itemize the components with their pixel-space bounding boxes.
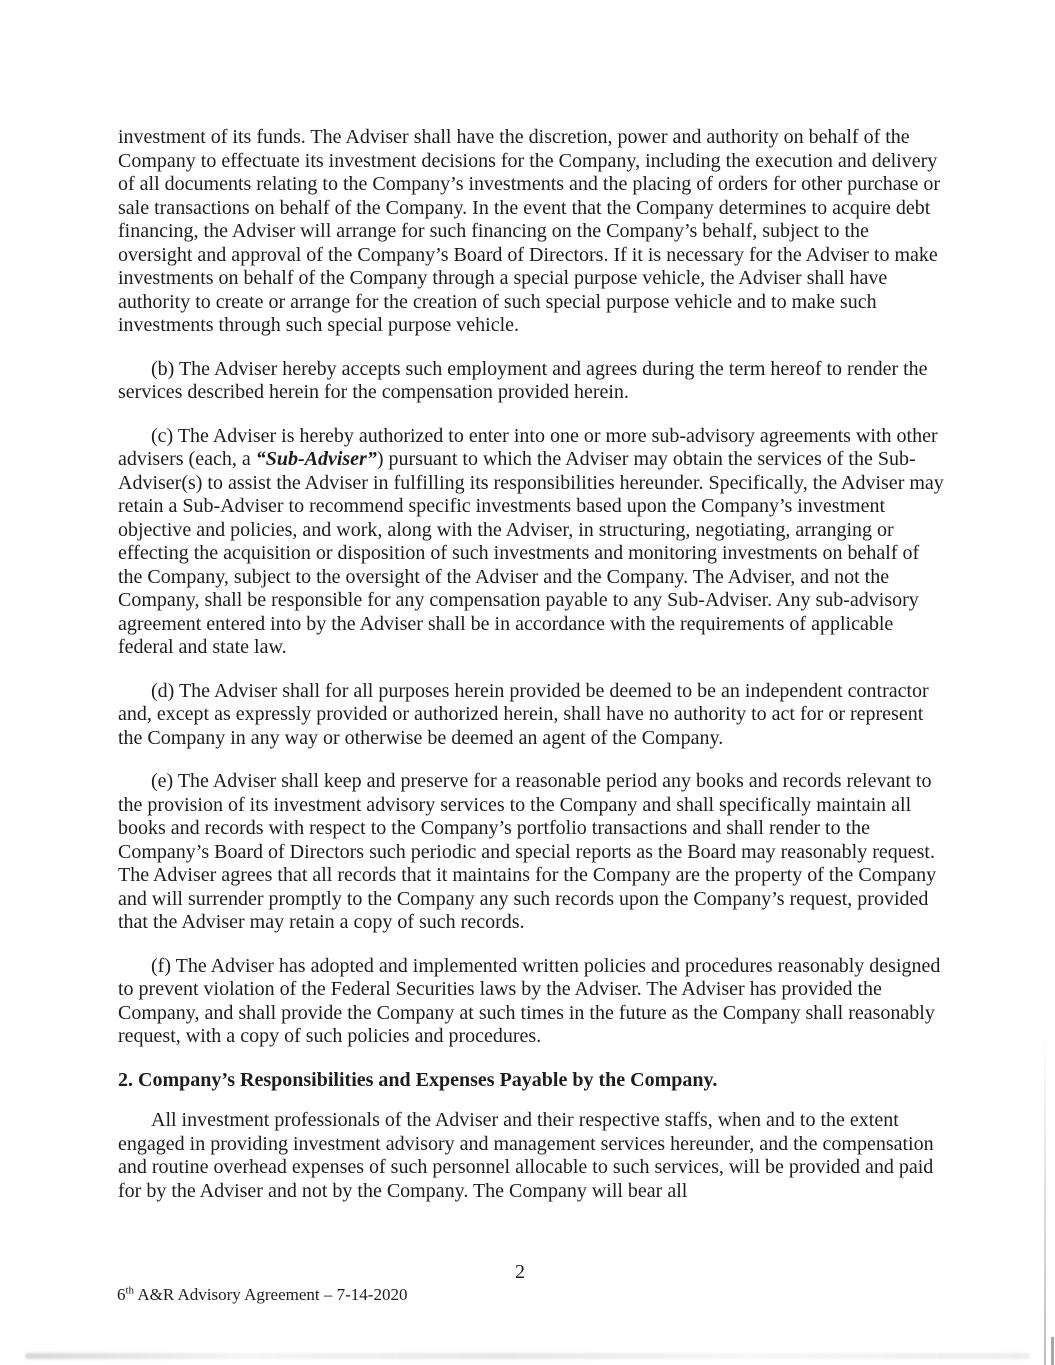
paragraph — [118, 358, 948, 405]
scan-artifact-corner-mark — [1051, 1337, 1054, 1365]
paragraph-text: All investment professionals of the Adviser and their respective staffs, when and to the extent engaged in providing investment advisory and management services hereunder, and the compensation and routine overhead expenses of such personnel allocable to such services, will be provided and paid for by the Adviser and not by the Company. The Company will bear all — [118, 1109, 934, 1202]
footer-superscript: th — [125, 1284, 135, 1297]
paragraph — [118, 126, 948, 338]
paragraph — [118, 1109, 948, 1203]
paragraph-text: (b) The Adviser hereby accepts such employment and agrees during the term hereof to render the services described herein for the compensation provided herein. — [118, 357, 928, 403]
paragraph — [118, 425, 948, 660]
document-body — [118, 126, 948, 1223]
footer-text-base: 6 — [117, 1285, 126, 1304]
paragraph-text: (d) The Adviser shall for all purposes herein provided be deemed to be an independent contractor and, except as expressly provided or authorized herein, shall have no authority to act for or represent the Company in any way or otherwise be deemed an agent of the Company. — [118, 679, 929, 749]
defined-term-text: “Sub-Adviser” — [255, 448, 377, 470]
paragraph-text: (c) The Adviser is hereby authorized to enter into one or more sub-advisory agreements with other advisers (each, a — [118, 424, 938, 470]
page-number: 2 — [515, 1261, 525, 1283]
scan-artifact-right-edge-line — [1044, 1030, 1046, 1365]
section-heading — [118, 1069, 948, 1093]
paragraph — [118, 955, 948, 1049]
paragraph-text: ) pursuant to which the Adviser may obtain the services of the Sub-Adviser(s) to assist the Adviser in fulfilling its responsibilities hereunder. Specifically, the Adviser may retain a Sub-Adviser to recommend specific investments based upon the Company’s investment objective and policies, and work, along with the Adviser, in structuring, negotiating, arranging or effecting the acquisition or disposition of such investments and monitoring investments on behalf of the Company, subject to the oversight of the Adviser and the Company. The Adviser, and not the Company, shall be responsible for any compensation payable to any Sub-Adviser. Any sub-advisory agreement entered into by the Adviser shall be in accordance with the requirements of applicable federal and state law. — [118, 448, 944, 658]
paragraph-text: (e) The Adviser shall keep and preserve for a reasonable period any books and records relevant to the provision of its investment advisory services to the Company and shall specifically maintain all books and records with respect to the Company’s portfolio transactions and shall render to the Company’s Board of Directors such periodic and special reports as the Board may reasonably request. The Adviser agrees that all records that it maintains for the Company are the property of the Company and will surrender promptly to the Company any such records upon the Company’s request, provided that the Adviser may retain a copy of such records. — [118, 770, 937, 933]
paragraph — [118, 680, 948, 751]
paragraph-text: investment of its funds. The Adviser shall have the discretion, power and authority on behalf of the Company to effectuate its investment decisions for the Company, including the execution and delivery of all documents relating to the Company’s investments and the placing of orders for other purchase or sale transactions on behalf of the Company. In the event that the Company determines to acquire debt financing, the Adviser will arrange for such financing on the Company’s behalf, subject to the oversight and approval of the Company’s Board of Directors. If it is necessary for the Adviser to make investments on behalf of the Company through a special purpose vehicle, the Adviser shall have authority to create or arrange for the creation of such special purpose vehicle and to make such investments through such special purpose vehicle. — [118, 126, 941, 336]
scan-artifact-bottom-smudge — [25, 1353, 1030, 1359]
paragraph — [118, 770, 948, 935]
paragraph-text: 2. Company’s Responsibilities and Expenses Payable by the Company. — [118, 1068, 718, 1091]
page-footer — [117, 1285, 407, 1305]
footer-text-rest: A&R Advisory Agreement – 7-14-2020 — [134, 1285, 408, 1304]
paragraph-text: (f) The Adviser has adopted and implemented written policies and procedures reasonably designed to prevent violation of the Federal Securities laws by the Adviser. The Adviser has provided the Company, and shall provide the Company at such times in the future as the Company shall reasonably request, with a copy of such policies and procedures. — [118, 954, 941, 1047]
